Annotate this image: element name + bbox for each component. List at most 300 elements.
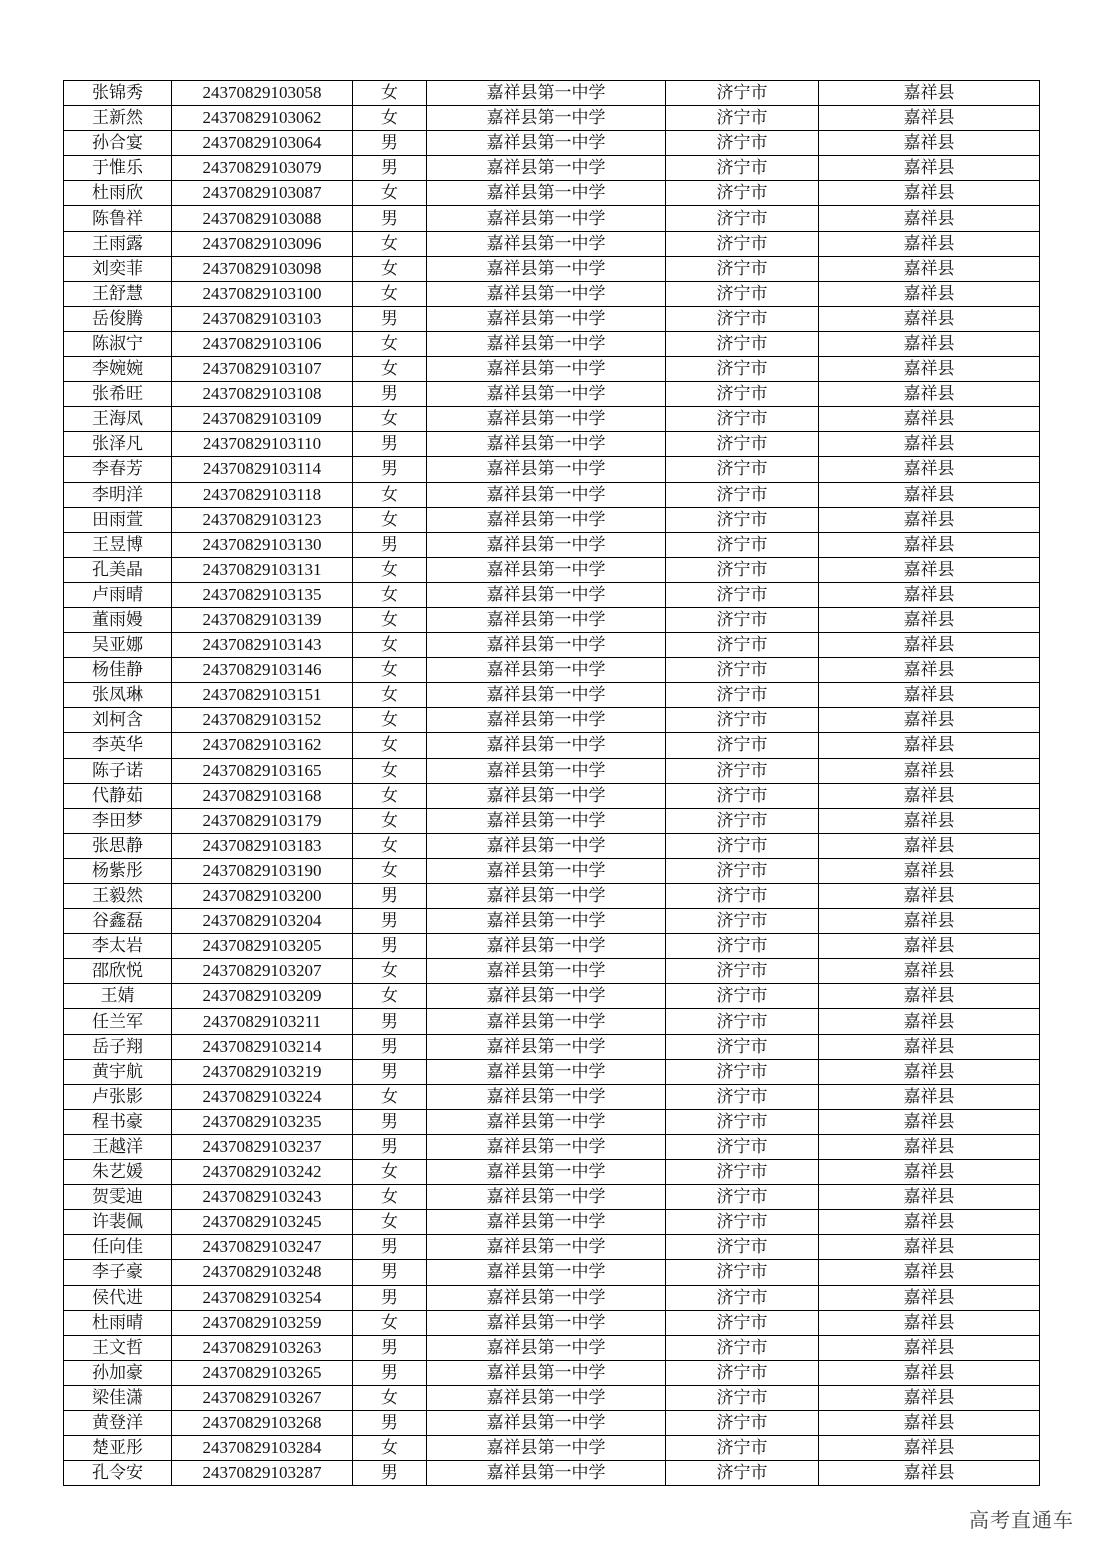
- gender-cell: 女: [353, 1385, 427, 1410]
- exam-id-cell: 24370829103098: [172, 256, 353, 281]
- exam-id-cell: 24370829103139: [172, 607, 353, 632]
- school-cell: 嘉祥县第一中学: [427, 1410, 666, 1435]
- gender-cell: 男: [353, 532, 427, 557]
- gender-cell: 男: [353, 432, 427, 457]
- school-cell: 嘉祥县第一中学: [427, 1059, 666, 1084]
- table-row: [64, 357, 1040, 382]
- gender-cell: 女: [353, 582, 427, 607]
- school-cell: 嘉祥县第一中学: [427, 256, 666, 281]
- exam-id-cell: 24370829103248: [172, 1260, 353, 1285]
- student-name-cell: 孔令安: [64, 1461, 172, 1486]
- city-cell: 济宁市: [666, 1260, 819, 1285]
- table-row: [64, 607, 1040, 632]
- county-cell: 嘉祥县: [819, 532, 1040, 557]
- county-cell: 嘉祥县: [819, 557, 1040, 582]
- county-cell: 嘉祥县: [819, 934, 1040, 959]
- gender-cell: 男: [353, 1260, 427, 1285]
- city-cell: 济宁市: [666, 306, 819, 331]
- table-row: [64, 81, 1040, 106]
- county-cell: 嘉祥县: [819, 808, 1040, 833]
- exam-id-cell: 24370829103211: [172, 1009, 353, 1034]
- exam-id-cell: 24370829103130: [172, 532, 353, 557]
- exam-id-cell: 24370829103152: [172, 708, 353, 733]
- table-row: [64, 507, 1040, 532]
- county-cell: 嘉祥县: [819, 833, 1040, 858]
- gender-cell: 女: [353, 181, 427, 206]
- city-cell: 济宁市: [666, 658, 819, 683]
- school-cell: 嘉祥县第一中学: [427, 231, 666, 256]
- county-cell: 嘉祥县: [819, 407, 1040, 432]
- exam-id-cell: 24370829103162: [172, 733, 353, 758]
- student-name-cell: 杨紫彤: [64, 858, 172, 883]
- student-name-cell: 王舒慧: [64, 281, 172, 306]
- city-cell: 济宁市: [666, 633, 819, 658]
- city-cell: 济宁市: [666, 607, 819, 632]
- school-cell: 嘉祥县第一中学: [427, 783, 666, 808]
- exam-id-cell: 24370829103103: [172, 306, 353, 331]
- table-row: [64, 1185, 1040, 1210]
- table-row: [64, 633, 1040, 658]
- county-cell: 嘉祥县: [819, 884, 1040, 909]
- table-row: [64, 1160, 1040, 1185]
- gender-cell: 女: [353, 783, 427, 808]
- table-row: [64, 1034, 1040, 1059]
- table-row: [64, 1285, 1040, 1310]
- student-name-cell: 侯代进: [64, 1285, 172, 1310]
- table-row: [64, 557, 1040, 582]
- county-cell: 嘉祥县: [819, 1109, 1040, 1134]
- exam-id-cell: 24370829103209: [172, 984, 353, 1009]
- school-cell: 嘉祥县第一中学: [427, 833, 666, 858]
- city-cell: 济宁市: [666, 156, 819, 181]
- exam-id-cell: 24370829103114: [172, 457, 353, 482]
- county-cell: 嘉祥县: [819, 1335, 1040, 1360]
- gender-cell: 男: [353, 1360, 427, 1385]
- gender-cell: 女: [353, 557, 427, 582]
- table-row: [64, 808, 1040, 833]
- gender-cell: 女: [353, 281, 427, 306]
- student-name-cell: 王雨露: [64, 231, 172, 256]
- student-name-cell: 张锦秀: [64, 81, 172, 106]
- student-name-cell: 卢雨晴: [64, 582, 172, 607]
- student-name-cell: 王新然: [64, 106, 172, 131]
- student-name-cell: 李春芳: [64, 457, 172, 482]
- student-name-cell: 杜雨晴: [64, 1310, 172, 1335]
- table-row: [64, 884, 1040, 909]
- gender-cell: 男: [353, 1034, 427, 1059]
- table-row: [64, 281, 1040, 306]
- gender-cell: 女: [353, 733, 427, 758]
- county-cell: 嘉祥县: [819, 582, 1040, 607]
- county-cell: 嘉祥县: [819, 1009, 1040, 1034]
- school-cell: 嘉祥县第一中学: [427, 432, 666, 457]
- gender-cell: 女: [353, 633, 427, 658]
- city-cell: 济宁市: [666, 1410, 819, 1435]
- school-cell: 嘉祥县第一中学: [427, 708, 666, 733]
- city-cell: 济宁市: [666, 1285, 819, 1310]
- school-cell: 嘉祥县第一中学: [427, 1210, 666, 1235]
- student-name-cell: 于惟乐: [64, 156, 172, 181]
- student-name-cell: 任向佳: [64, 1235, 172, 1260]
- table-row: [64, 256, 1040, 281]
- exam-id-cell: 24370829103268: [172, 1410, 353, 1435]
- student-name-cell: 岳俊腾: [64, 306, 172, 331]
- table-row: [64, 582, 1040, 607]
- exam-id-cell: 24370829103263: [172, 1335, 353, 1360]
- gender-cell: 女: [353, 1084, 427, 1109]
- school-cell: 嘉祥县第一中学: [427, 382, 666, 407]
- county-cell: 嘉祥县: [819, 106, 1040, 131]
- school-cell: 嘉祥县第一中学: [427, 357, 666, 382]
- gender-cell: 男: [353, 1285, 427, 1310]
- school-cell: 嘉祥县第一中学: [427, 131, 666, 156]
- city-cell: 济宁市: [666, 331, 819, 356]
- student-name-cell: 杜雨欣: [64, 181, 172, 206]
- exam-id-cell: 24370829103265: [172, 1360, 353, 1385]
- student-name-cell: 王文哲: [64, 1335, 172, 1360]
- city-cell: 济宁市: [666, 884, 819, 909]
- table-row: [64, 306, 1040, 331]
- school-cell: 嘉祥县第一中学: [427, 1335, 666, 1360]
- county-cell: 嘉祥县: [819, 909, 1040, 934]
- student-name-cell: 王海凤: [64, 407, 172, 432]
- school-cell: 嘉祥县第一中学: [427, 507, 666, 532]
- school-cell: 嘉祥县第一中学: [427, 808, 666, 833]
- city-cell: 济宁市: [666, 507, 819, 532]
- city-cell: 济宁市: [666, 582, 819, 607]
- county-cell: 嘉祥县: [819, 1436, 1040, 1461]
- city-cell: 济宁市: [666, 984, 819, 1009]
- table-row: [64, 959, 1040, 984]
- student-name-cell: 程书豪: [64, 1109, 172, 1134]
- exam-id-cell: 24370829103214: [172, 1034, 353, 1059]
- gender-cell: 男: [353, 1109, 427, 1134]
- exam-id-cell: 24370829103146: [172, 658, 353, 683]
- gender-cell: 女: [353, 482, 427, 507]
- county-cell: 嘉祥县: [819, 708, 1040, 733]
- student-name-cell: 刘柯含: [64, 708, 172, 733]
- city-cell: 济宁市: [666, 81, 819, 106]
- gender-cell: 女: [353, 81, 427, 106]
- gender-cell: 女: [353, 708, 427, 733]
- student-name-cell: 李田梦: [64, 808, 172, 833]
- county-cell: 嘉祥县: [819, 156, 1040, 181]
- table-row: [64, 1134, 1040, 1159]
- city-cell: 济宁市: [666, 1461, 819, 1486]
- table-row: [64, 1084, 1040, 1109]
- city-cell: 济宁市: [666, 934, 819, 959]
- school-cell: 嘉祥县第一中学: [427, 331, 666, 356]
- student-name-cell: 李婉婉: [64, 357, 172, 382]
- student-name-cell: 黄宇航: [64, 1059, 172, 1084]
- county-cell: 嘉祥县: [819, 1385, 1040, 1410]
- school-cell: 嘉祥县第一中学: [427, 206, 666, 231]
- county-cell: 嘉祥县: [819, 81, 1040, 106]
- table-row: [64, 1436, 1040, 1461]
- student-name-cell: 孔美晶: [64, 557, 172, 582]
- county-cell: 嘉祥县: [819, 131, 1040, 156]
- gender-cell: 男: [353, 306, 427, 331]
- county-cell: 嘉祥县: [819, 683, 1040, 708]
- student-name-cell: 董雨嫚: [64, 607, 172, 632]
- table-row: [64, 708, 1040, 733]
- roster-table: [63, 80, 1040, 1486]
- city-cell: 济宁市: [666, 808, 819, 833]
- school-cell: 嘉祥县第一中学: [427, 281, 666, 306]
- gender-cell: 男: [353, 934, 427, 959]
- city-cell: 济宁市: [666, 357, 819, 382]
- gender-cell: 女: [353, 507, 427, 532]
- county-cell: 嘉祥县: [819, 206, 1040, 231]
- student-name-cell: 任兰军: [64, 1009, 172, 1034]
- school-cell: 嘉祥县第一中学: [427, 858, 666, 883]
- table-row: [64, 407, 1040, 432]
- table-row: [64, 1059, 1040, 1084]
- city-cell: 济宁市: [666, 206, 819, 231]
- school-cell: 嘉祥县第一中学: [427, 758, 666, 783]
- gender-cell: 女: [353, 1436, 427, 1461]
- exam-id-cell: 24370829103123: [172, 507, 353, 532]
- exam-id-cell: 24370829103106: [172, 331, 353, 356]
- county-cell: 嘉祥县: [819, 1084, 1040, 1109]
- city-cell: 济宁市: [666, 457, 819, 482]
- gender-cell: 女: [353, 658, 427, 683]
- gender-cell: 男: [353, 131, 427, 156]
- county-cell: 嘉祥县: [819, 306, 1040, 331]
- school-cell: 嘉祥县第一中学: [427, 1310, 666, 1335]
- exam-id-cell: 24370829103096: [172, 231, 353, 256]
- gender-cell: 女: [353, 106, 427, 131]
- gender-cell: 女: [353, 808, 427, 833]
- school-cell: 嘉祥县第一中学: [427, 1185, 666, 1210]
- gender-cell: 女: [353, 407, 427, 432]
- exam-id-cell: 24370829103254: [172, 1285, 353, 1310]
- city-cell: 济宁市: [666, 482, 819, 507]
- county-cell: 嘉祥县: [819, 382, 1040, 407]
- table-row: [64, 1410, 1040, 1435]
- gender-cell: 男: [353, 156, 427, 181]
- city-cell: 济宁市: [666, 858, 819, 883]
- school-cell: 嘉祥县第一中学: [427, 1084, 666, 1109]
- student-name-cell: 贺雯迪: [64, 1185, 172, 1210]
- school-cell: 嘉祥县第一中学: [427, 1034, 666, 1059]
- city-cell: 济宁市: [666, 1436, 819, 1461]
- school-cell: 嘉祥县第一中学: [427, 733, 666, 758]
- student-name-cell: 陈鲁祥: [64, 206, 172, 231]
- county-cell: 嘉祥县: [819, 231, 1040, 256]
- gender-cell: 女: [353, 1185, 427, 1210]
- gender-cell: 女: [353, 758, 427, 783]
- gender-cell: 男: [353, 1009, 427, 1034]
- city-cell: 济宁市: [666, 1310, 819, 1335]
- exam-id-cell: 24370829103183: [172, 833, 353, 858]
- exam-id-cell: 24370829103118: [172, 482, 353, 507]
- table-row: [64, 833, 1040, 858]
- city-cell: 济宁市: [666, 733, 819, 758]
- student-name-cell: 王越洋: [64, 1134, 172, 1159]
- gender-cell: 女: [353, 1310, 427, 1335]
- table-row: [64, 106, 1040, 131]
- school-cell: 嘉祥县第一中学: [427, 106, 666, 131]
- city-cell: 济宁市: [666, 758, 819, 783]
- table-row: [64, 156, 1040, 181]
- exam-id-cell: 24370829103131: [172, 557, 353, 582]
- gender-cell: 女: [353, 984, 427, 1009]
- school-cell: 嘉祥县第一中学: [427, 306, 666, 331]
- student-name-cell: 张凤琳: [64, 683, 172, 708]
- exam-id-cell: 24370829103088: [172, 206, 353, 231]
- table-row: [64, 934, 1040, 959]
- table-row: [64, 1461, 1040, 1486]
- table-row: [64, 1260, 1040, 1285]
- table-row: [64, 382, 1040, 407]
- gender-cell: 男: [353, 909, 427, 934]
- county-cell: 嘉祥县: [819, 432, 1040, 457]
- county-cell: 嘉祥县: [819, 783, 1040, 808]
- school-cell: 嘉祥县第一中学: [427, 1285, 666, 1310]
- city-cell: 济宁市: [666, 131, 819, 156]
- gender-cell: 男: [353, 1410, 427, 1435]
- gender-cell: 男: [353, 1335, 427, 1360]
- school-cell: 嘉祥县第一中学: [427, 959, 666, 984]
- county-cell: 嘉祥县: [819, 1310, 1040, 1335]
- school-cell: 嘉祥县第一中学: [427, 984, 666, 1009]
- gender-cell: 女: [353, 833, 427, 858]
- exam-id-cell: 24370829103151: [172, 683, 353, 708]
- school-cell: 嘉祥县第一中学: [427, 1385, 666, 1410]
- watermark: 高考直通车: [969, 1508, 1074, 1532]
- student-name-cell: 邵欣悦: [64, 959, 172, 984]
- table-row: [64, 1310, 1040, 1335]
- school-cell: 嘉祥县第一中学: [427, 557, 666, 582]
- student-name-cell: 王昱博: [64, 532, 172, 557]
- student-name-cell: 黄登洋: [64, 1410, 172, 1435]
- city-cell: 济宁市: [666, 407, 819, 432]
- exam-id-cell: 24370829103245: [172, 1210, 353, 1235]
- city-cell: 济宁市: [666, 909, 819, 934]
- exam-id-cell: 24370829103079: [172, 156, 353, 181]
- student-name-cell: 王婧: [64, 984, 172, 1009]
- student-name-cell: 卢张影: [64, 1084, 172, 1109]
- table-row: [64, 783, 1040, 808]
- city-cell: 济宁市: [666, 959, 819, 984]
- student-name-cell: 代静茹: [64, 783, 172, 808]
- county-cell: 嘉祥县: [819, 457, 1040, 482]
- table-row: [64, 231, 1040, 256]
- student-name-cell: 许裴佩: [64, 1210, 172, 1235]
- county-cell: 嘉祥县: [819, 1059, 1040, 1084]
- exam-id-cell: 24370829103087: [172, 181, 353, 206]
- county-cell: 嘉祥县: [819, 181, 1040, 206]
- table-row: [64, 984, 1040, 1009]
- county-cell: 嘉祥县: [819, 1160, 1040, 1185]
- exam-id-cell: 24370829103107: [172, 357, 353, 382]
- student-name-cell: 杨佳静: [64, 658, 172, 683]
- student-name-cell: 陈淑宁: [64, 331, 172, 356]
- gender-cell: 女: [353, 959, 427, 984]
- exam-id-cell: 24370829103108: [172, 382, 353, 407]
- table-row: [64, 658, 1040, 683]
- exam-id-cell: 24370829103100: [172, 281, 353, 306]
- exam-id-cell: 24370829103062: [172, 106, 353, 131]
- school-cell: 嘉祥县第一中学: [427, 1436, 666, 1461]
- city-cell: 济宁市: [666, 281, 819, 306]
- exam-id-cell: 24370829103179: [172, 808, 353, 833]
- exam-id-cell: 24370829103287: [172, 1461, 353, 1486]
- table-row: [64, 1235, 1040, 1260]
- city-cell: 济宁市: [666, 382, 819, 407]
- table-row: [64, 683, 1040, 708]
- school-cell: 嘉祥县第一中学: [427, 532, 666, 557]
- table-row: [64, 206, 1040, 231]
- school-cell: 嘉祥县第一中学: [427, 181, 666, 206]
- county-cell: 嘉祥县: [819, 1134, 1040, 1159]
- student-name-cell: 李太岩: [64, 934, 172, 959]
- school-cell: 嘉祥县第一中学: [427, 457, 666, 482]
- student-name-cell: 岳子翔: [64, 1034, 172, 1059]
- table-row: [64, 181, 1040, 206]
- student-name-cell: 张泽凡: [64, 432, 172, 457]
- city-cell: 济宁市: [666, 231, 819, 256]
- student-name-cell: 李子豪: [64, 1260, 172, 1285]
- county-cell: 嘉祥县: [819, 1461, 1040, 1486]
- exam-id-cell: 24370829103207: [172, 959, 353, 984]
- city-cell: 济宁市: [666, 1084, 819, 1109]
- city-cell: 济宁市: [666, 1235, 819, 1260]
- school-cell: 嘉祥县第一中学: [427, 407, 666, 432]
- student-name-cell: 谷鑫磊: [64, 909, 172, 934]
- exam-id-cell: 24370829103235: [172, 1109, 353, 1134]
- county-cell: 嘉祥县: [819, 959, 1040, 984]
- student-name-cell: 孙加豪: [64, 1360, 172, 1385]
- student-name-cell: 张思静: [64, 833, 172, 858]
- table-row: [64, 1210, 1040, 1235]
- table-row: [64, 457, 1040, 482]
- city-cell: 济宁市: [666, 557, 819, 582]
- city-cell: 济宁市: [666, 1034, 819, 1059]
- school-cell: 嘉祥县第一中学: [427, 582, 666, 607]
- exam-id-cell: 24370829103109: [172, 407, 353, 432]
- city-cell: 济宁市: [666, 1185, 819, 1210]
- table-row: [64, 432, 1040, 457]
- student-name-cell: 王毅然: [64, 884, 172, 909]
- school-cell: 嘉祥县第一中学: [427, 683, 666, 708]
- exam-id-cell: 24370829103259: [172, 1310, 353, 1335]
- school-cell: 嘉祥县第一中学: [427, 633, 666, 658]
- gender-cell: 女: [353, 1210, 427, 1235]
- county-cell: 嘉祥县: [819, 1410, 1040, 1435]
- school-cell: 嘉祥县第一中学: [427, 909, 666, 934]
- county-cell: 嘉祥县: [819, 1034, 1040, 1059]
- gender-cell: 女: [353, 1160, 427, 1185]
- student-name-cell: 朱艺媛: [64, 1160, 172, 1185]
- gender-cell: 男: [353, 1461, 427, 1486]
- exam-id-cell: 24370829103242: [172, 1160, 353, 1185]
- school-cell: 嘉祥县第一中学: [427, 1160, 666, 1185]
- county-cell: 嘉祥县: [819, 256, 1040, 281]
- table-row: [64, 532, 1040, 557]
- city-cell: 济宁市: [666, 1335, 819, 1360]
- student-name-cell: 李英华: [64, 733, 172, 758]
- county-cell: 嘉祥县: [819, 331, 1040, 356]
- city-cell: 济宁市: [666, 1009, 819, 1034]
- exam-id-cell: 24370829103168: [172, 783, 353, 808]
- school-cell: 嘉祥县第一中学: [427, 1009, 666, 1034]
- city-cell: 济宁市: [666, 833, 819, 858]
- table-row: [64, 1335, 1040, 1360]
- table-row: [64, 909, 1040, 934]
- city-cell: 济宁市: [666, 1134, 819, 1159]
